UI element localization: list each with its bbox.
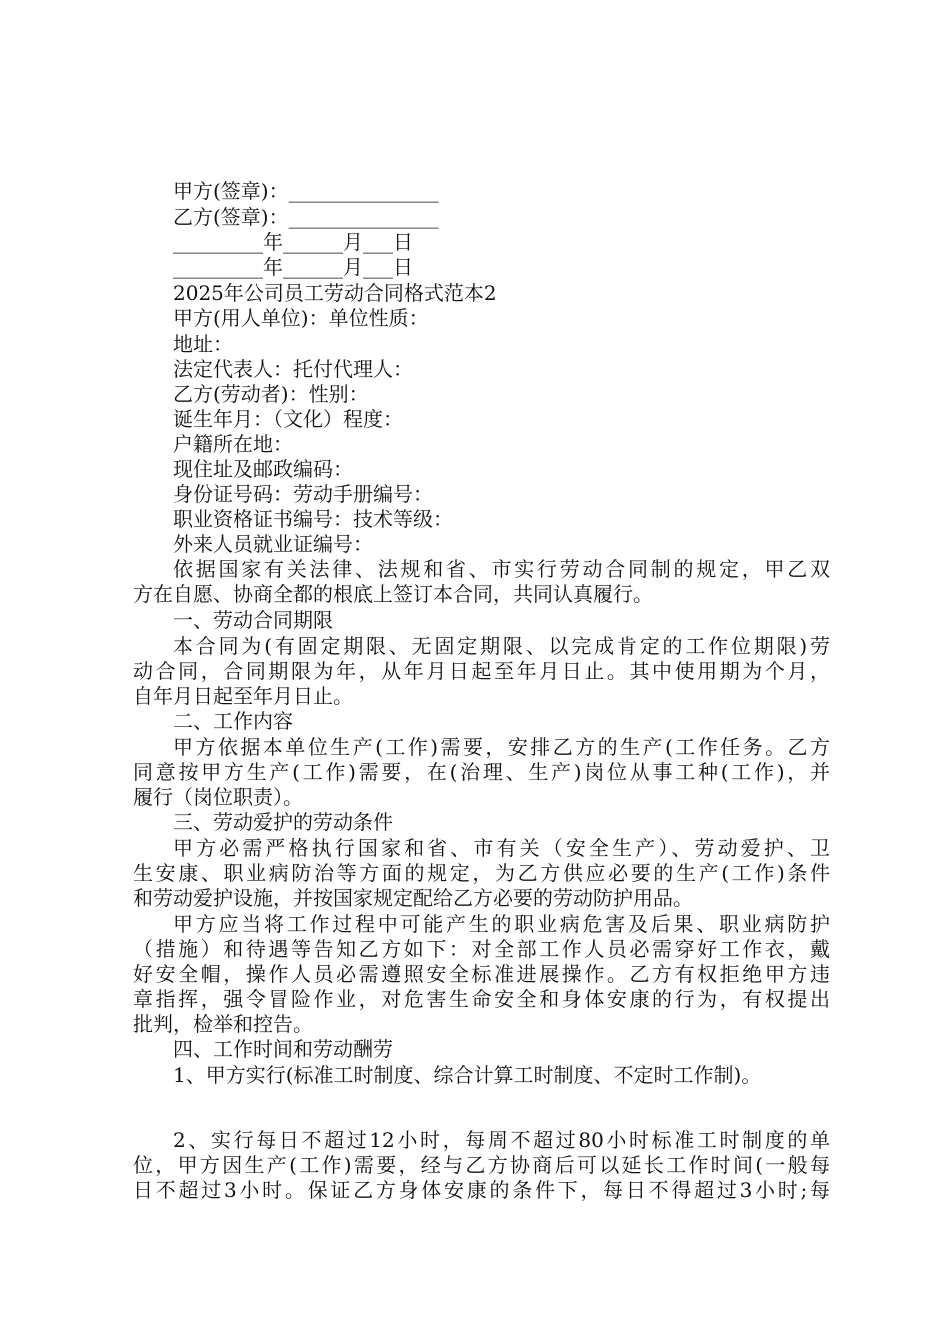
section2-line-2: 同意按甲方生产(工作)需要，在(治理、生产)岗位从事工种(工作)，并 [133,760,830,784]
field-current-address: 现住址及邮政编码： [173,457,353,481]
section1-line-2: 动合同，合同期限为年，从年月日起至年月日止。其中使用期为个月， [133,659,830,683]
section3-para2-line-1: 甲方应当将工作过程中可能产生的职业病危害及后果、职业病防护 [173,912,830,936]
section4-item-1: 1、甲方实行(标准工时制度、综合计算工时制度、不定时工作制)。 [173,1063,762,1087]
signature-party-b: 乙方(签章)：_______________ [173,205,439,229]
section2-line-1: 甲方依据本单位生产(工作)需要，安排乙方的生产(工作任务。乙方 [173,735,830,759]
section4-item-2-line-1: 2、实行每日不超过12小时，每周不超过80小时标准工时制度的单 [173,1128,830,1152]
intro-line-2: 方在自愿、协商全都的根底上签订本合同，共同认真履行。 [133,582,653,606]
section1-line-3: 自年月日起至年月日止。 [133,684,353,708]
section3-para1-line-1: 甲方必需严格执行国家和省、市有关（安全生产）、劳动爱护、卫 [173,836,830,860]
section3-heading: 三、劳动爱护的劳动条件 [173,810,393,834]
field-address: 地址： [173,332,233,356]
signature-date-a: _________年______月___日 [173,230,413,254]
section4-item-2-line-2: 位，甲方因生产(工作)需要，经与乙方协商后可以延长工作时间(一般每 [133,1153,830,1177]
section4-heading: 四、工作时间和劳动酬劳 [173,1037,393,1061]
field-legal-rep: 法定代表人：托付代理人： [173,357,413,381]
section3-para1-line-3: 和劳动爱护设施，并按国家规定配给乙方必要的劳动防护用品。 [133,886,693,910]
signature-date-b: _________年______月___日 [173,255,413,279]
field-birth-education: 诞生年月：（文化）程度： [173,407,403,431]
field-work-permit: 外来人员就业证编号： [173,532,373,556]
section2-heading: 二、工作内容 [173,709,293,733]
section3-para2-line-4: 章指挥，强令冒险作业，对危害生命安全和身体安康的行为，有权提出 [133,987,830,1011]
signature-party-a: 甲方(签章)：_______________ [173,179,439,203]
section1-line-1: 本合同为(有固定期限、无固定期限、以完成肯定的工作位期限)劳 [173,634,830,658]
section1-heading: 一、劳动合同期限 [173,608,333,632]
section4-item-2-line-3: 日不超过3小时。保证乙方身体安康的条件下，每日不得超过3小时;每 [133,1178,830,1202]
field-id-number: 身份证号码：劳动手册编号： [173,482,433,506]
section3-para2-line-3: 好安全帽，操作人员必需遵照安全标准进展操作。乙方有权拒绝甲方违 [133,962,830,986]
field-party-a: 甲方(用人单位)：单位性质： [173,306,429,330]
field-party-b: 乙方(劳动者)：性别： [173,382,369,406]
intro-line-1: 依据国家有关法律、法规和省、市实行劳动合同制的规定，甲乙双 [173,557,830,581]
section3-para1-line-2: 生安康、职业病防治等方面的规定，为乙方供应必要的生产(工作)条件 [133,861,830,885]
field-qualification: 职业资格证书编号：技术等级： [173,507,453,531]
section3-para2-line-5: 批判，检举和控告。 [133,1012,313,1036]
field-household: 户籍所在地： [173,432,293,456]
section2-line-3: 履行（岗位职责）。 [133,785,303,809]
contract-title: 2025年公司员工劳动合同格式范本2 [173,281,497,305]
section3-para2-line-2: （措施）和待遇等告知乙方如下：对全部工作人员必需穿好工作衣，戴 [133,937,830,961]
